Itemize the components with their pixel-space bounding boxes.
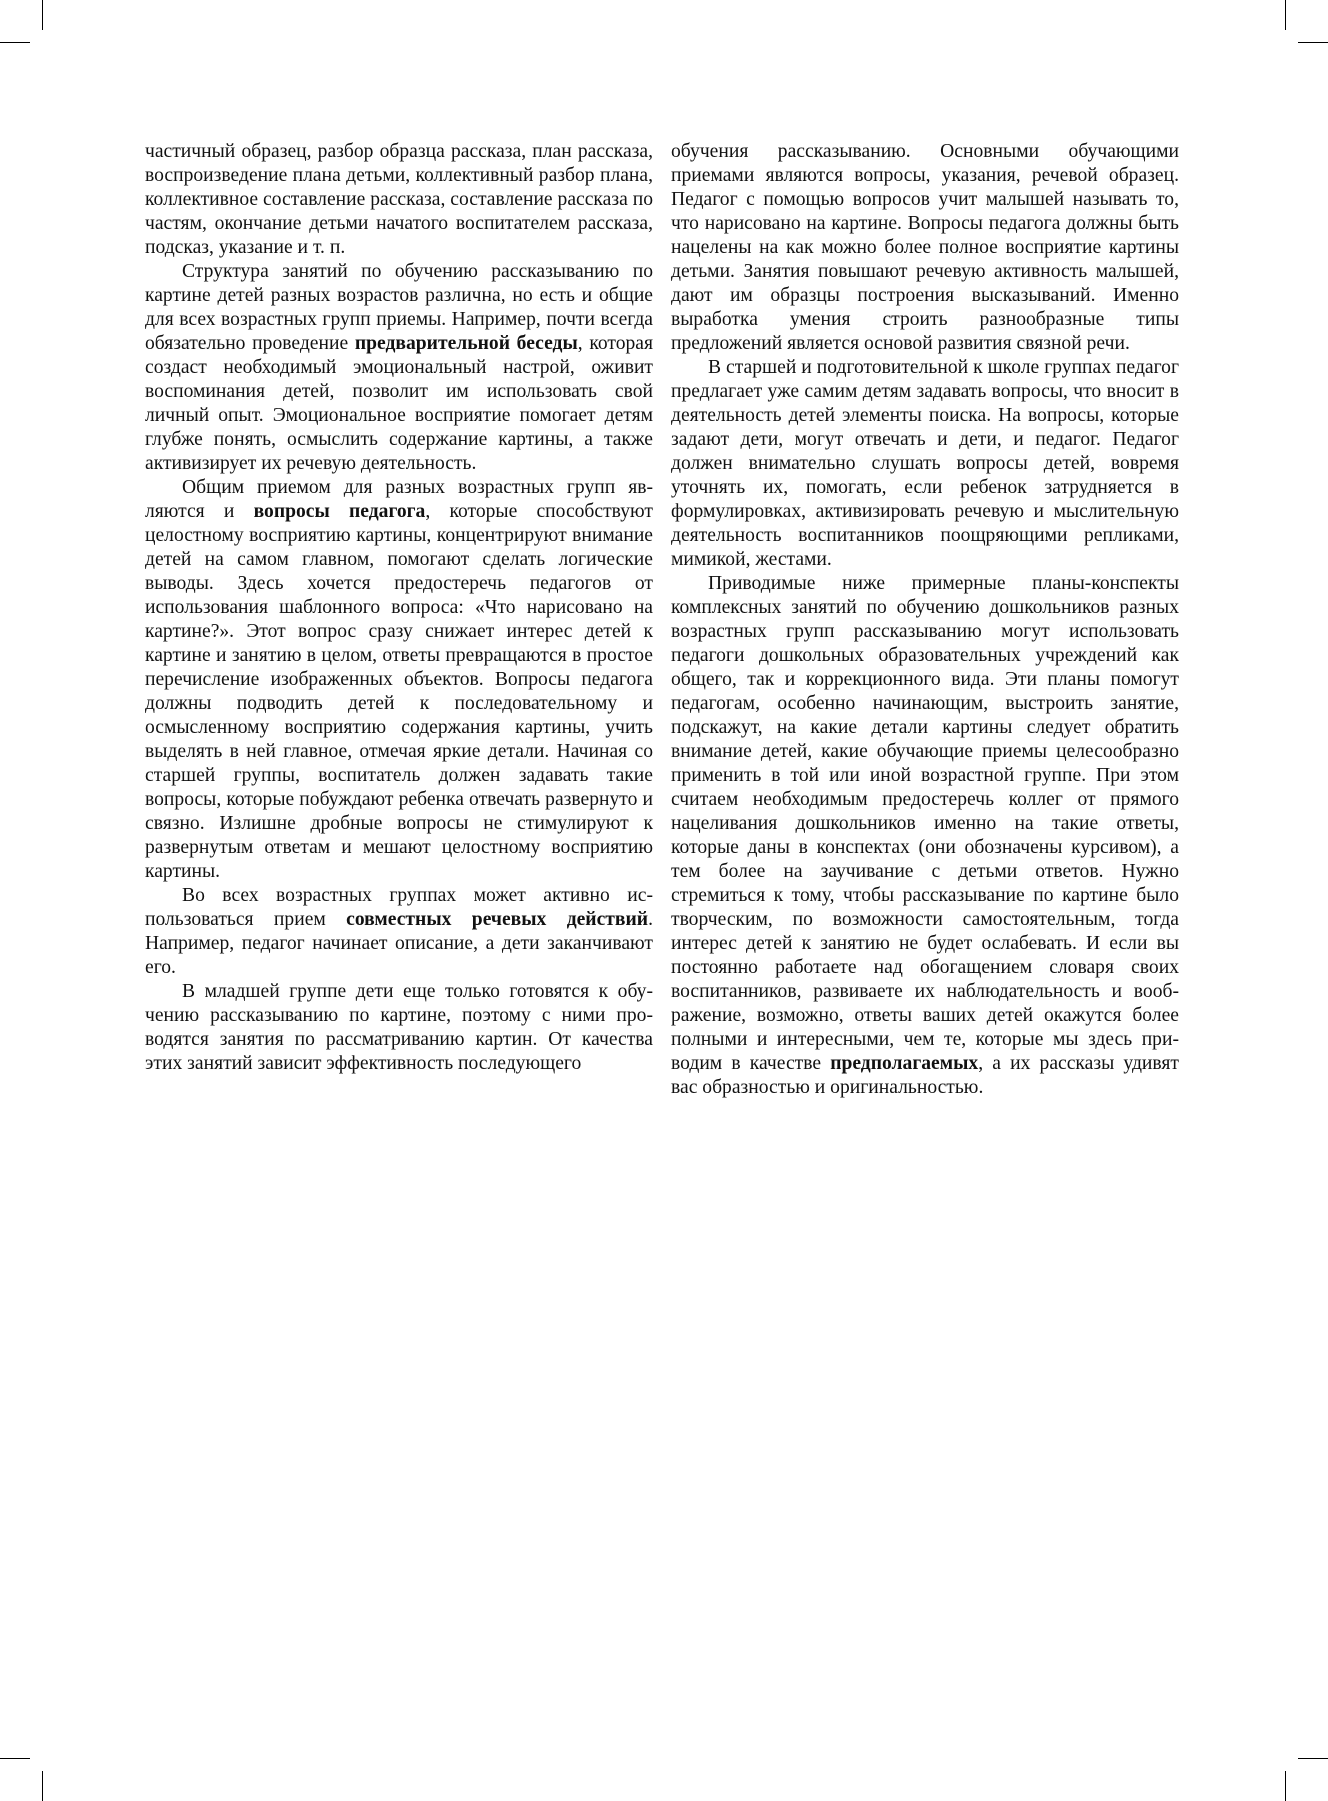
paragraph: частичный образец, разбор образца рассказа, план рассказа, воспроизведение плана детьми, коллективный разбор плана, коллективное составление рассказа, составление рассказа по частям, окончание детьми начатого воспитателем рассказа, подсказ, указание и т. п. bbox=[145, 141, 653, 258]
crop-mark-top-left-vertical bbox=[42, 0, 43, 30]
bold-term: вопросы педагога bbox=[253, 501, 426, 522]
crop-mark-bottom-left-vertical bbox=[42, 1771, 43, 1801]
left-column bbox=[145, 140, 653, 1076]
right-column bbox=[671, 140, 1179, 1100]
crop-mark-bottom-right-horizontal bbox=[1298, 1758, 1328, 1759]
paragraph: Общим приемом для разных возрастных групп являются и вопросы педагога, которые способствуют целостному восприятию картины, концентрируют внимание детей на самом главном, помогают сделать логические выводы. Здесь хочется предостеречь педагогов от использования шаблонного вопроса: «Что нарисовано на картине?». Этот вопрос сразу снижает интерес детей к картине и занятию в целом, ответы превращаются в простое перечисление изображенных объектов. Вопросы педагога должны подводить детей к последовательному и осмысленному восприятию содержания картины, учить выделять в ней главное, отмечая яркие детали. Начиная со старшей группы, воспитатель должен задавать такие вопросы, которые побуждают ребенка отвечать развернуто и связно. Излишне дробные вопросы не стимулируют к развернутым ответам и мешают целостному восприятию картины. bbox=[145, 477, 653, 882]
paragraph: Во всех возрастных группах может активно использоваться прием совместных речевых действий. Например, педагог начинает описание, а дети заканчивают его. bbox=[145, 885, 653, 978]
crop-mark-top-right-vertical bbox=[1285, 0, 1286, 30]
bold-term: предполагаемых bbox=[830, 1053, 979, 1074]
bold-term: предварительной беседы bbox=[354, 333, 578, 354]
crop-mark-top-left-horizontal bbox=[0, 42, 30, 43]
crop-mark-top-right-horizontal bbox=[1298, 42, 1328, 43]
paragraph: В старшей и подготовительной к школе группах педагог предлагает уже самим детям задавать вопросы, что вносит в деятельность детей элементы поиска. На вопросы, которые задают дети, могут отвечать и дети, и педагог. Педагог должен внимательно слушать вопросы детей, вовремя уточнять их, помогать, если ребенок затрудняется в формулировках, активизировать речевую и мыслительную деятельность воспитанников поощряющими репликами, мимикой, жестами. bbox=[671, 357, 1179, 570]
paragraph: В младшей группе дети еще только готовятся к обучению рассказыванию по картине, поэтому с ними проводятся занятия по рассматриванию картин. От качества этих занятий зависит эффективность последующего bbox=[145, 981, 653, 1074]
paragraph: Структура занятий по обучению рассказыванию по картине детей разных возрастов различна, но есть и общие для всех возрастных групп приемы. Например, почти всегда обязательно проведение предварительной беседы, которая создаст необходимый эмоциональный настрой, оживит воспоминания детей, позволит им использовать свой личный опыт. Эмоциональное восприятие помогает детям глубже понять, осмыслить содержание картины, а также активизирует их речевую деятельность. bbox=[145, 261, 654, 474]
crop-mark-bottom-left-horizontal bbox=[0, 1758, 30, 1759]
crop-mark-bottom-right-vertical bbox=[1285, 1771, 1286, 1801]
bold-term: совместных речевых действий bbox=[346, 909, 649, 930]
paragraph: обучения рассказыванию. Основными обучающими приемами являются вопросы, указания, речевой образец. Педагог с помощью вопросов учит малышей называть то, что нарисовано на картине. Вопросы педагога должны быть нацелены на как можно более полное восприятие картины детьми. Занятия повышают речевую активность малышей, дают им образцы построения высказываний. Именно выработка умения строить разнообразные типы предложений является основой развития связной речи. bbox=[671, 141, 1179, 354]
paragraph: Приводимые ниже примерные планы-конспекты комплексных занятий по обучению дошкольников разных возрастных групп рассказыванию могут использовать педагоги дошкольных образовательных учреждений как общего, так и коррекционного вида. Эти планы помогут педагогам, особенно начинающим, выстроить занятие, подскажут, на какие детали картины следует обратить внимание детей, какие обучающие приемы целесообразно применить в той или иной возрастной группе. При этом считаем необходимым предостеречь коллег от прямого нацеливания дошкольников именно на такие ответы, которые даны в конспектах (они обозначены курсивом), а тем более на заучивание с детьми ответов. Нужно стремиться к тому, чтобы рассказывание по картине было творческим, по возможности самостоятельным, тогда интерес детей к занятию не будет ослабевать. И если вы постоянно работаете над обогащением словаря своих воспитанников, развиваете их наблюдательность и воображение, возможно, ответы ваших детей окажутся более полными и интересными, чем те, которые мы здесь приводим в качестве предполагаемых, а их рассказы удивят вас образностью и оригинальностью. bbox=[671, 573, 1179, 1098]
